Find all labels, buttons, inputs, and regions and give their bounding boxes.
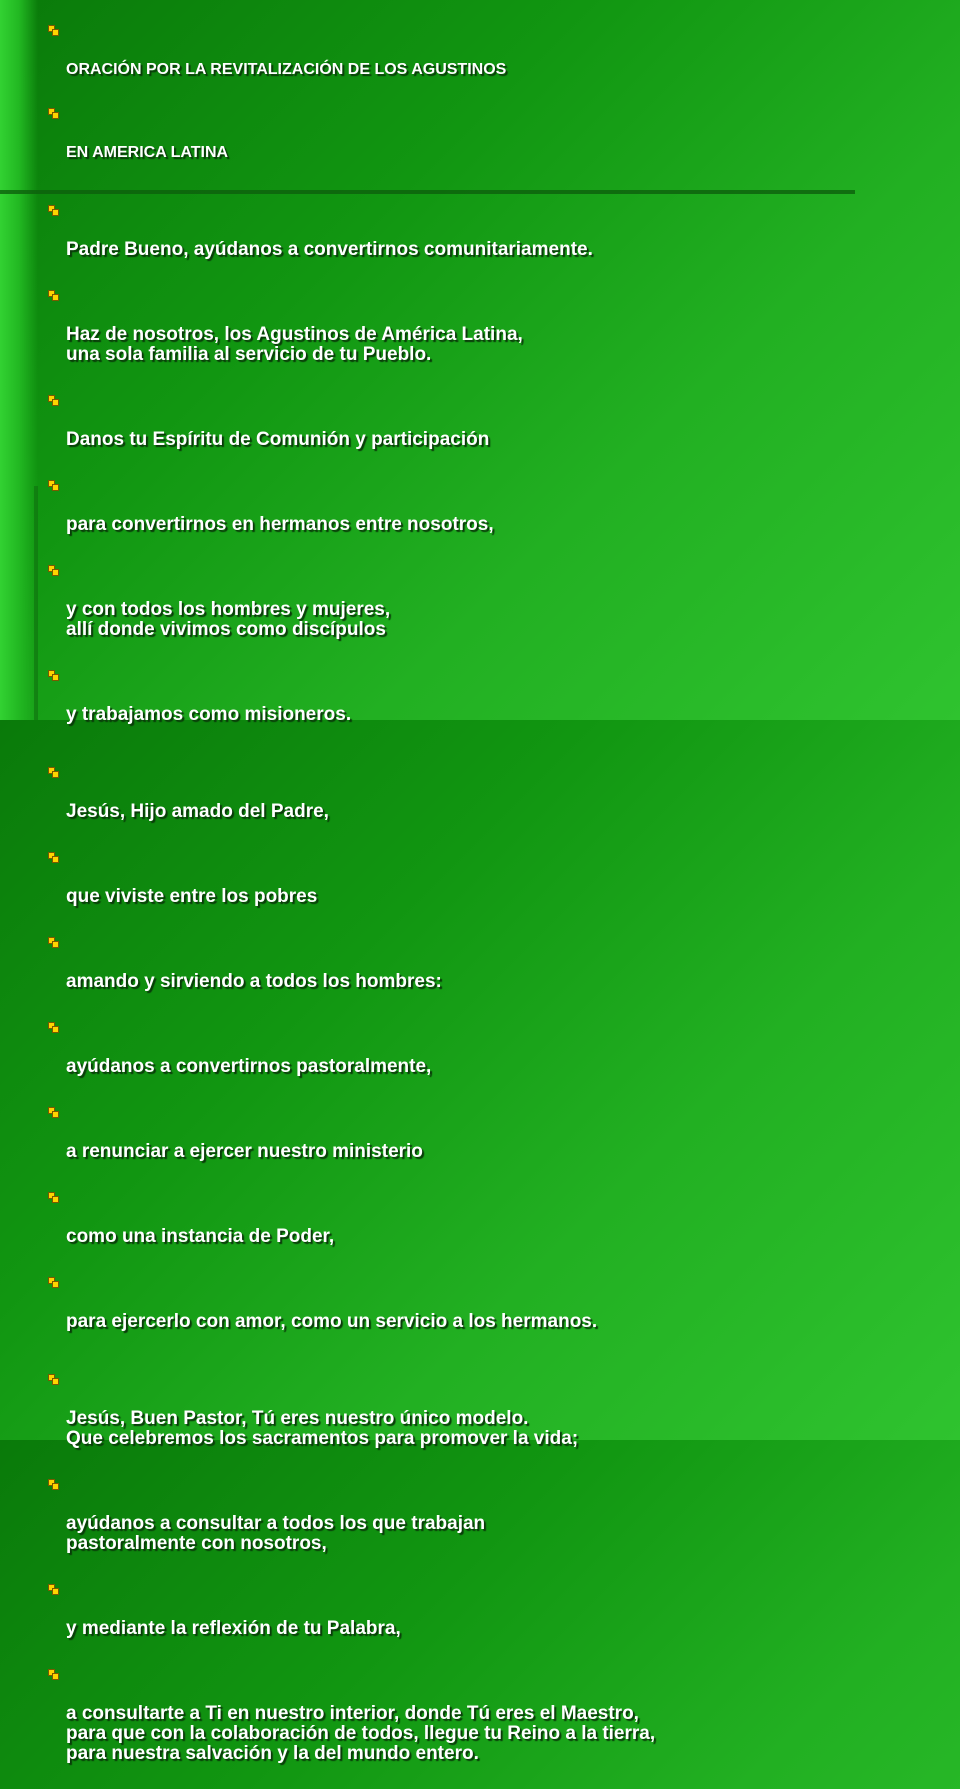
square-bullet-icon xyxy=(48,108,58,118)
list-item: Haz de nosotros, los Agustinos de América Latina, una sola familia al servicio de tu Pueblo. xyxy=(54,285,934,385)
square-bullet-icon xyxy=(48,1479,58,1489)
list-item: Jesús, Buen Pastor, Tú eres nuestro único modelo. Que celebremos los sacramentos para promover la vida; xyxy=(54,1369,934,1469)
square-bullet-icon xyxy=(48,395,58,405)
square-bullet-icon xyxy=(48,1669,58,1679)
title-line-2: EN AMERICA LATINA xyxy=(54,103,934,183)
list-item: Danos tu Espíritu de Comunión y participación xyxy=(54,390,934,470)
square-bullet-icon xyxy=(48,670,58,680)
square-bullet-icon xyxy=(48,1022,58,1032)
left-accent-stripe xyxy=(0,0,38,720)
square-bullet-icon xyxy=(48,25,58,35)
square-bullet-icon xyxy=(48,937,58,947)
list-item: para convertirnos en hermanos entre nosotros, xyxy=(54,475,934,555)
list-item: amando y sirviendo a todos los hombres: xyxy=(54,932,934,1012)
list-item: a consultarte a Ti en nuestro interior, donde Tú eres el Maestro, para que con la colaboración de todos, llegue tu Reino a la tierra, para nuestra salvación y la del mundo entero. xyxy=(54,1664,934,1784)
square-bullet-icon xyxy=(48,767,58,777)
list-item: y trabajamos como misioneros. xyxy=(54,665,934,745)
list-item: ayúdanos a consultar a todos los que trabajan pastoralmente con nosotros, xyxy=(54,1474,934,1574)
list-item: Padre Bueno, ayúdanos a convertirnos comunitariamente. xyxy=(54,200,934,280)
square-bullet-icon xyxy=(48,480,58,490)
square-bullet-icon xyxy=(48,1192,58,1202)
square-bullet-icon xyxy=(48,852,58,862)
list-item: como una instancia de Poder, xyxy=(54,1187,934,1267)
list-item: para ejercerlo con amor, como un servicio a los hermanos. xyxy=(54,1272,934,1352)
list-item: a renunciar a ejercer nuestro ministerio xyxy=(54,1102,934,1182)
square-bullet-icon xyxy=(48,205,58,215)
square-bullet-icon xyxy=(48,565,58,575)
square-bullet-icon xyxy=(48,1277,58,1287)
list-item: que viviste entre los pobres xyxy=(54,847,934,927)
slide-content xyxy=(54,20,934,1789)
square-bullet-icon xyxy=(48,1374,58,1384)
title-line-1: ORACIÓN POR LA REVITALIZACIÓN DE LOS AGUSTINOS xyxy=(54,20,934,100)
square-bullet-icon xyxy=(48,1107,58,1117)
list-item: Jesús, Hijo amado del Padre, xyxy=(54,762,934,842)
left-accent-line xyxy=(34,486,38,720)
list-item: ayúdanos a convertirnos pastoralmente, xyxy=(54,1017,934,1097)
list-item: y con todos los hombres y mujeres, allí donde vivimos como discípulos xyxy=(54,560,934,660)
prayer-list xyxy=(54,20,934,1784)
list-item: y mediante la reflexión de tu Palabra, xyxy=(54,1579,934,1659)
square-bullet-icon xyxy=(48,1584,58,1594)
square-bullet-icon xyxy=(48,290,58,300)
